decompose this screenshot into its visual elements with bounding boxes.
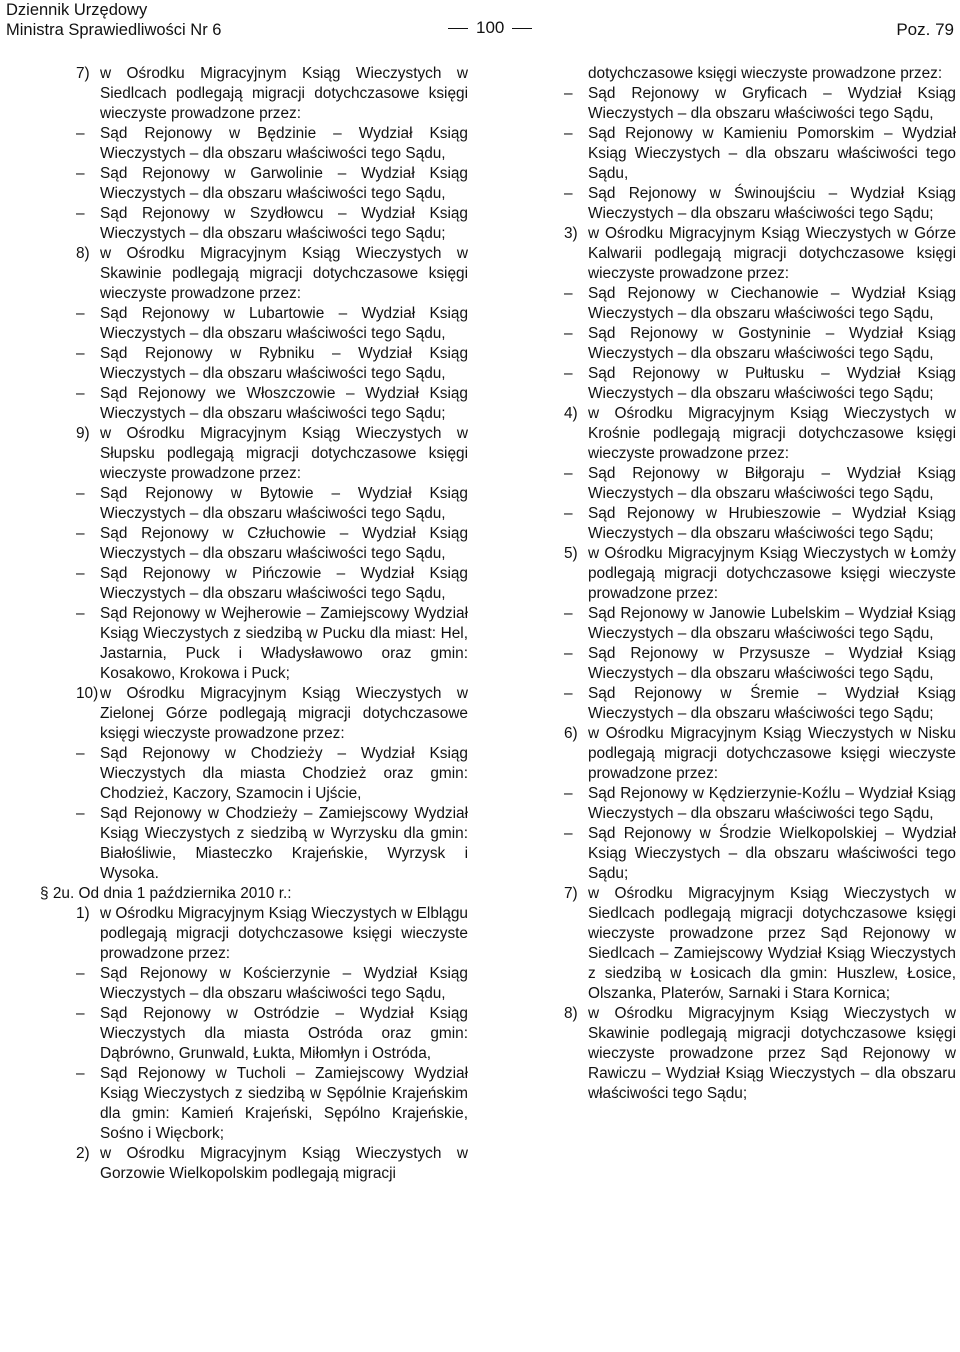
item-number: 10) (76, 685, 99, 702)
court-entry: – Sąd Rejonowy w Kędzierzynie-Koźlu – Wydział Ksiąg Wieczystych – dla obszaru właściwości tego Sądu, (564, 784, 956, 824)
item-text: w Ośrodku Migracyjnym Ksiąg Wieczystych w Siedlcach podlegają migracji dotychczasowe księgi wieczyste prowadzone przez Sąd Rejonowy w Siedlcach – Zamiejscowy Wydział Ksiąg Wieczystych z siedzibą w Łosicach dla gmin: Huszlew, Łosice, Olszanka, Platerów, Sarnaki i Stara Kornica; (588, 885, 956, 1002)
item-number: 9) (76, 425, 90, 442)
journal-title: Dziennik Urzędowy (6, 1, 148, 19)
item-number: 4) (564, 405, 578, 422)
right-column (564, 64, 956, 1104)
page-number-block (440, 18, 540, 38)
court-entry: – Sąd Rejonowy w Wejherowie – Zamiejscowy Wydział Ksiąg Wieczystych z siedzibą w Pucku dla miast: Hel, Jastarnia, Puck i Władysławowo oraz gmin: Kosakowo, Krokowa i Puck; (76, 604, 468, 684)
item-text: w Ośrodku Migracyjnym Ksiąg Wieczystych w Gorzowie Wielkopolskim podlegają migracji (100, 1145, 468, 1182)
court-entry: – Sąd Rejonowy w Tucholi – Zamiejscowy Wydział Ksiąg Wieczystych z siedzibą w Sępólnie Krajeńskim dla gmin: Kamień Krajeński, Sępólno Krajeńskie, Sośno i Więcbork; (76, 1064, 468, 1144)
list-item (564, 544, 956, 604)
court-entry: – Sąd Rejonowy w Gostyninie – Wydział Ksiąg Wieczystych – dla obszaru właściwości tego Sądu, (564, 324, 956, 364)
item-text: w Ośrodku Migracyjnym Ksiąg Wieczystych w Słupsku podlegają migracji dotychczasowe księgi wieczyste prowadzone przez: (100, 425, 468, 482)
court-entry: – Sąd Rejonowy w Środzie Wielkopolskiej – Wydział Ksiąg Wieczystych – dla obszaru właściwości tego Sądu; (564, 824, 956, 884)
continuation-text: dotychczasowe księgi wieczyste prowadzone przez: (588, 65, 943, 82)
court-entry: – Sąd Rejonowy w Będzinie – Wydział Ksiąg Wieczystych – dla obszaru właściwości tego Sądu, (76, 124, 468, 164)
page-header (0, 0, 960, 46)
court-entry: – Sąd Rejonowy w Świnoujściu – Wydział Ksiąg Wieczystych – dla obszaru właściwości tego Sądu; (564, 184, 956, 224)
list-item (76, 424, 468, 484)
dash-left (448, 28, 468, 29)
court-entry: – Sąd Rejonowy w Gryficach – Wydział Ksiąg Wieczystych – dla obszaru właściwości tego Sądu, (564, 84, 956, 124)
left-column (40, 64, 468, 1184)
court-entry: – Sąd Rejonowy w Chodzieży – Zamiejscowy Wydział Ksiąg Wieczystych z siedzibą w Wyrzysku dla gmin: Białośliwie, Miasteczko Krajeńskie, Wyrzysk i Wysoka. (76, 804, 468, 884)
court-entry: – Sąd Rejonowy w Rybniku – Wydział Ksiąg Wieczystych – dla obszaru właściwości tego Sądu, (76, 344, 468, 384)
court-entry: – Sąd Rejonowy w Kamieniu Pomorskim – Wydział Ksiąg Wieczystych – dla obszaru właściwości tego Sądu, (564, 124, 956, 184)
item-text: w Ośrodku Migracyjnym Ksiąg Wieczystych w Skawinie podlegają migracji dotychczasowe księgi wieczyste prowadzone przez: (100, 245, 468, 302)
item-text: w Ośrodku Migracyjnym Ksiąg Wieczystych w Górze Kalwarii podlegają migracji dotychczasowe księgi wieczyste prowadzone przez: (588, 225, 956, 282)
item-number: 8) (564, 1005, 578, 1022)
court-entry: – Sąd Rejonowy w Ostródzie – Wydział Ksiąg Wieczystych dla miasta Ostróda oraz gmin: Dąbrówno, Grunwald, Łukta, Miłomłyn i Ostróda, (76, 1004, 468, 1064)
court-entry: – Sąd Rejonowy w Lubartowie – Wydział Ksiąg Wieczystych – dla obszaru właściwości tego Sądu, (76, 304, 468, 344)
item-text: w Ośrodku Migracyjnym Ksiąg Wieczystych w Nisku podlegają migracji dotychczasowe księgi wieczyste prowadzone przez: (588, 725, 956, 782)
item-text: w Ośrodku Migracyjnym Ksiąg Wieczystych w Skawinie podlegają migracji dotychczasowe księgi wieczyste prowadzone przez Sąd Rejonowy w Rawiczu – Wydział Ksiąg Wieczystych – dla obszaru właściwości tego Sądu; (588, 1005, 956, 1102)
section-number: § 2u. (40, 885, 79, 902)
item-text: w Ośrodku Migracyjnym Ksiąg Wieczystych w Siedlcach podlegają migracji dotychczasowe księgi wieczyste prowadzone przez: (100, 65, 468, 122)
position-label: Poz. 79 (896, 20, 954, 39)
list-item (564, 724, 956, 784)
list-item (564, 884, 956, 1004)
page-number: 100 (476, 18, 505, 37)
court-entry: – Sąd Rejonowy w Chodzieży – Wydział Ksiąg Wieczystych dla miasta Chodzież oraz gmin: Chodzież, Kaczory, Szamocin i Ujście, (76, 744, 468, 804)
item-number: 1) (76, 905, 90, 922)
list-item (564, 224, 956, 284)
court-entry: – Sąd Rejonowy w Biłgoraju – Wydział Ksiąg Wieczystych – dla obszaru właściwości tego Sądu, (564, 464, 956, 504)
court-entry: – Sąd Rejonowy w Śremie – Wydział Ksiąg Wieczystych – dla obszaru właściwości tego Sądu; (564, 684, 956, 724)
item-text: w Ośrodku Migracyjnym Ksiąg Wieczystych w Łomży podlegają migracji dotychczasowe księgi wieczyste prowadzone przez: (588, 545, 956, 602)
section-text: Od dnia 1 października 2010 r.: (78, 885, 292, 902)
court-entry: – Sąd Rejonowy w Bytowie – Wydział Ksiąg Wieczystych – dla obszaru właściwości tego Sądu, (76, 484, 468, 524)
court-entry: – Sąd Rejonowy w Przysusze – Wydział Ksiąg Wieczystych – dla obszaru właściwości tego Sądu, (564, 644, 956, 684)
item-text: w Ośrodku Migracyjnym Ksiąg Wieczystych w Krośnie podlegają migracji dotychczasowe księgi wieczyste prowadzone przez: (588, 405, 956, 462)
court-entry: – Sąd Rejonowy we Włoszczowie – Wydział Ksiąg Wieczystych – dla obszaru właściwości tego Sądu; (76, 384, 468, 424)
item-number: 8) (76, 245, 90, 262)
header-left (6, 0, 221, 40)
list-item (76, 904, 468, 964)
list-item (76, 684, 468, 744)
court-entry: – Sąd Rejonowy w Szydłowcu – Wydział Ksiąg Wieczystych – dla obszaru właściwości tego Sądu; (76, 204, 468, 244)
item-number: 2) (76, 1145, 90, 1162)
list-item (76, 1144, 468, 1184)
item-number: 7) (76, 65, 90, 82)
court-entry: – Sąd Rejonowy w Pińczowie – Wydział Ksiąg Wieczystych – dla obszaru właściwości tego Sądu, (76, 564, 468, 604)
court-entry: – Sąd Rejonowy w Pułtusku – Wydział Ksiąg Wieczystych – dla obszaru właściwości tego Sądu; (564, 364, 956, 404)
list-item (564, 404, 956, 464)
court-entry: – Sąd Rejonowy w Człuchowie – Wydział Ksiąg Wieczystych – dla obszaru właściwości tego Sądu, (76, 524, 468, 564)
list-item (564, 1004, 956, 1104)
court-entry: – Sąd Rejonowy w Hrubieszowie – Wydział Ksiąg Wieczystych – dla obszaru właściwości tego Sądu; (564, 504, 956, 544)
dash-right (512, 28, 532, 29)
court-entry: – Sąd Rejonowy w Ciechanowie – Wydział Ksiąg Wieczystych – dla obszaru właściwości tego Sądu, (564, 284, 956, 324)
court-entry: – Sąd Rejonowy w Kościerzynie – Wydział Ksiąg Wieczystych – dla obszaru właściwości tego Sądu, (76, 964, 468, 1004)
item-number: 6) (564, 725, 578, 742)
list-item (76, 64, 468, 124)
item-number: 7) (564, 885, 578, 902)
item-text: w Ośrodku Migracyjnym Ksiąg Wieczystych w Elblągu podlegają migracji dotychczasowe księgi wieczyste prowadzone przez: (100, 905, 468, 962)
item-text: w Ośrodku Migracyjnym Ksiąg Wieczystych w Zielonej Górze podlegają migracji dotychczasowe księgi wieczyste prowadzone przez: (100, 685, 468, 742)
item-number: 3) (564, 225, 578, 242)
item-number: 5) (564, 545, 578, 562)
ministry-issue: Ministra Sprawiedliwości Nr 6 (6, 21, 222, 39)
section-heading (40, 884, 468, 904)
court-entry: – Sąd Rejonowy w Garwolinie – Wydział Ksiąg Wieczystych – dla obszaru właściwości tego Sądu, (76, 164, 468, 204)
list-item (76, 244, 468, 304)
court-entry: – Sąd Rejonowy w Janowie Lubelskim – Wydział Ksiąg Wieczystych – dla obszaru właściwości tego Sądu, (564, 604, 956, 644)
